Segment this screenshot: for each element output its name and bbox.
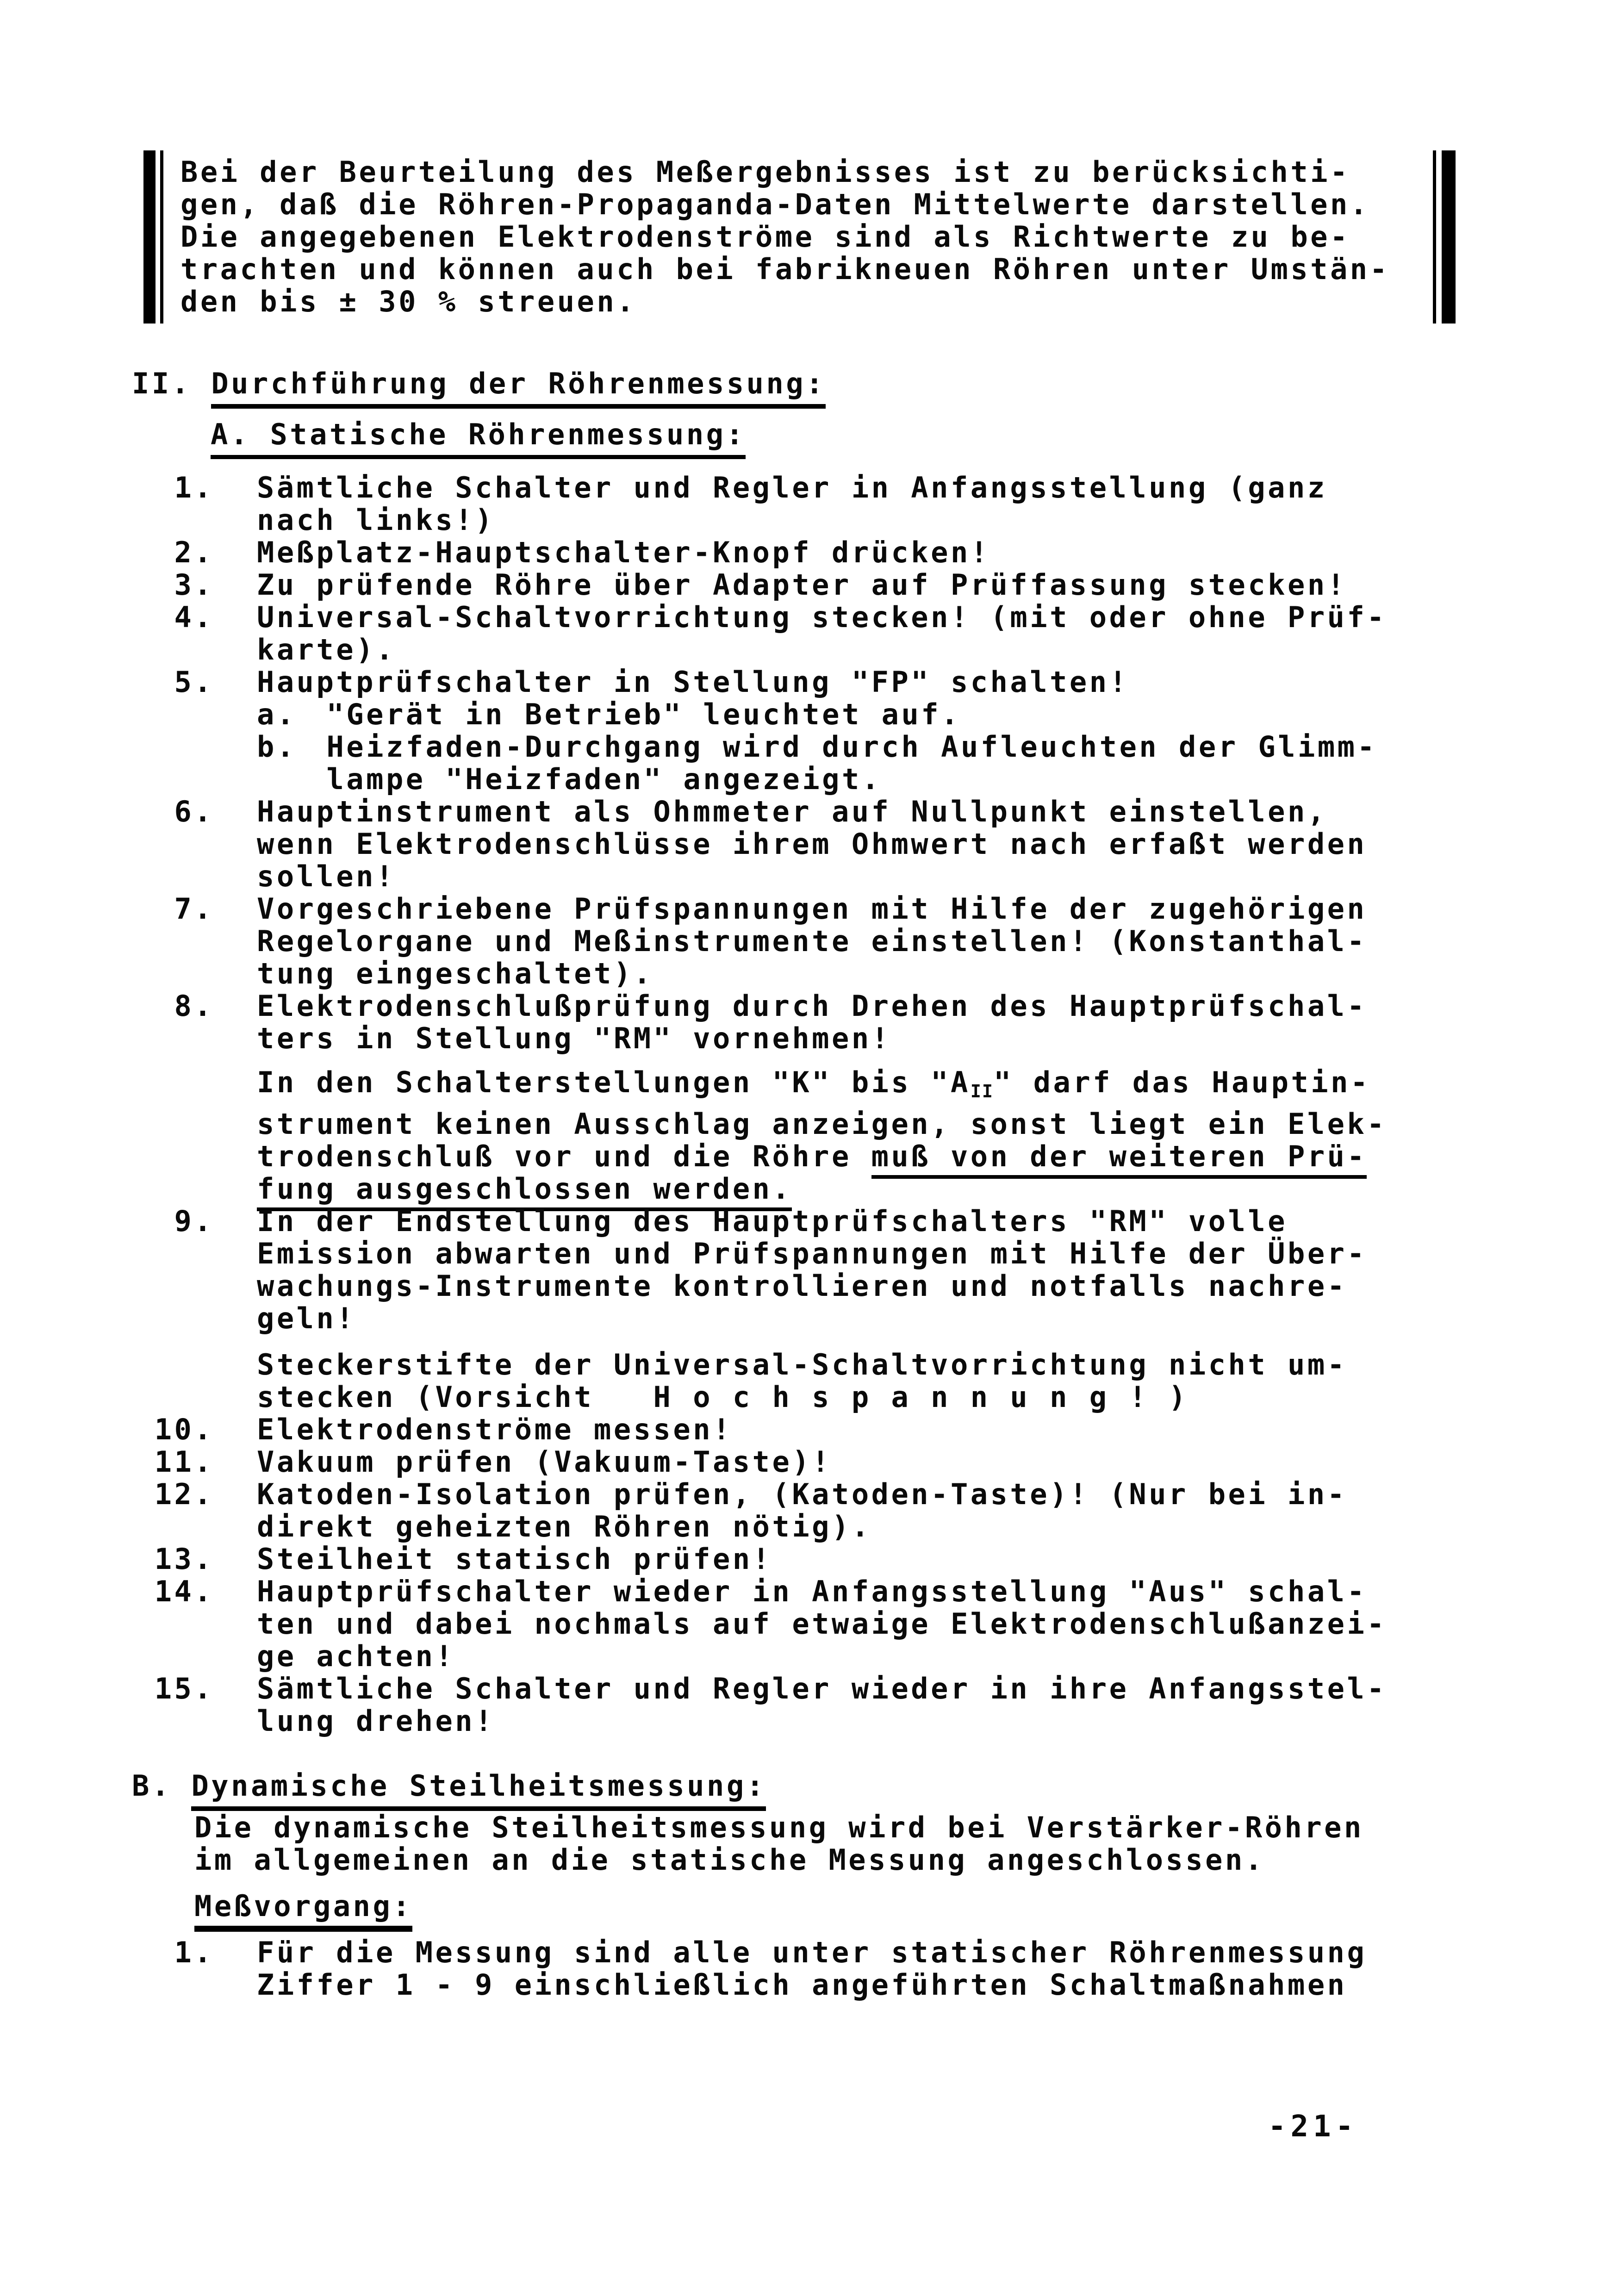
text-line: [257, 1205, 1618, 1238]
text-segment: lampe "Heizfaden" angezeigt.: [326, 762, 882, 796]
text-line: [257, 1543, 1618, 1575]
text-segment: geln!: [257, 1301, 356, 1335]
paragraph: [257, 1066, 1618, 1205]
heading-section-a: [211, 418, 1618, 451]
item-number: 11.: [154, 1444, 234, 1479]
warning-line: Bei der Beurteilung des Meßergebnisses ist zu berücksichti-: [180, 155, 1350, 189]
text-line: [257, 1936, 1618, 1969]
item-number: 13.: [154, 1542, 234, 1576]
emphasized-text: fung ausgeschlossen werden.: [257, 1172, 792, 1211]
text-line: [257, 1478, 1618, 1511]
item-lines: [257, 1413, 1618, 1446]
text-line: [257, 1238, 1618, 1270]
text-segment: trodenschluß vor und die Röhre: [257, 1139, 871, 1173]
text-line: [257, 1066, 1618, 1108]
text-segment: II: [970, 1081, 994, 1102]
heading-ii-text: Durchführung der Röhrenmessung:: [211, 367, 826, 409]
heading-section-ii: [132, 367, 1618, 400]
text-segment: Steilheit statisch prüfen!: [257, 1542, 772, 1576]
text-line: [257, 1108, 1618, 1140]
list-item: [132, 569, 1618, 601]
text-line: [257, 634, 1618, 666]
text-line: [257, 1575, 1618, 1608]
text-line: [257, 1270, 1618, 1302]
text-segment: Steckerstifte der Universal-Schaltvorrichtung nicht um-: [257, 1347, 1347, 1381]
text-segment: Heizfaden-Durchgang wird durch Aufleuchten der Glimm-: [326, 730, 1377, 764]
list-item: [132, 1936, 1618, 2001]
text-segment: ten und dabei nochmals auf etwaige Elektrodenschlußanzei-: [257, 1606, 1387, 1641]
subheading-text: Meßvorgang:: [194, 1889, 412, 1932]
item-lines: [257, 1446, 1618, 1478]
sub-item: [257, 731, 1618, 796]
heading-ii-marker: II.: [132, 367, 212, 400]
list-item: [132, 796, 1618, 893]
text-segment: direkt geheizten Röhren nötig).: [257, 1509, 871, 1543]
text-line: [257, 1705, 1618, 1737]
item-lines: [257, 1478, 1618, 1543]
item-lines: [257, 990, 1618, 1055]
list-item: [132, 1575, 1618, 1673]
item-lines: [257, 601, 1618, 666]
item-lines: [257, 1543, 1618, 1575]
text-line: [257, 504, 1618, 536]
right-rule-thin: [1433, 150, 1436, 324]
item-number: 4.: [174, 600, 234, 634]
item-number: 1.: [174, 1935, 234, 1969]
list-item: [132, 990, 1618, 1055]
list-item: [132, 666, 1618, 698]
text-segment: Die dynamische Steilheitsmessung wird bei Verstärker-Röhren: [194, 1810, 1364, 1844]
list-item: [132, 472, 1618, 536]
warning-line: Die angegebenen Elektrodenströme sind als Richtwerte zu be-: [180, 220, 1350, 254]
text-segment: stecken (Vorsicht H o c h s p a n n u n g ! ): [257, 1380, 1189, 1414]
item-number: 2.: [174, 535, 234, 569]
item-number: 1.: [174, 471, 234, 504]
text-line: [257, 1022, 1618, 1055]
sub-item: [257, 698, 1618, 731]
item-number: 6.: [174, 795, 234, 828]
paragraph: [257, 1349, 1618, 1413]
text-segment: In den Schalterstellungen "K" bis "A: [257, 1065, 971, 1099]
procedure-list-dynamic: [132, 1811, 1618, 2001]
text-line: [257, 601, 1618, 634]
text-segment: im allgemeinen an die statische Messung angeschlossen.: [194, 1842, 1265, 1877]
list-item: [132, 1478, 1618, 1543]
text-segment: Meßplatz-Hauptschalter-Knopf drücken!: [257, 535, 990, 569]
text-segment: ge achten!: [257, 1639, 455, 1673]
text-segment: Elektrodenschlußprüfung durch Drehen des Hauptprüfschal-: [257, 989, 1367, 1023]
text-segment: Für die Messung sind alle unter statischer Röhrenmessung: [257, 1935, 1367, 1969]
item-lines: [257, 666, 1618, 698]
text-segment: wenn Elektrodenschlüsse ihrem Ohmwert nach erfaßt werden: [257, 827, 1367, 861]
text-line: [257, 1969, 1618, 2001]
text-segment: Hauptprüfschalter wieder in Anfangsstellung "Aus" schal-: [257, 1574, 1367, 1608]
text-line: [257, 990, 1618, 1022]
item-number: 14.: [154, 1574, 234, 1608]
text-segment: karte).: [257, 633, 396, 666]
text-line: [257, 1302, 1618, 1335]
text-segment: Ziffer 1 - 9 einschließlich angeführten Schaltmaßnahmen: [257, 1967, 1347, 2002]
text-segment: Sämtliche Schalter und Regler wieder in ihre Anfangsstel-: [257, 1671, 1387, 1705]
text-line: [257, 666, 1618, 698]
item-number: 5.: [174, 665, 234, 699]
text-line: [326, 731, 1618, 763]
text-line: [257, 1349, 1618, 1381]
text-segment: strument keinen Ausschlag anzeigen, sonst liegt ein Elek-: [257, 1107, 1387, 1141]
list-item: [132, 1543, 1618, 1575]
text-line: [257, 536, 1618, 569]
text-line: [257, 796, 1618, 828]
text-segment: Vorgeschriebene Prüfspannungen mit Hilfe der zugehörigen: [257, 892, 1367, 926]
text-line: [257, 893, 1618, 925]
item-number: 7.: [174, 892, 234, 926]
text-line: [326, 763, 1618, 796]
item-number: 12.: [154, 1477, 234, 1511]
item-lines: [257, 569, 1618, 601]
left-rule-thin: [160, 150, 163, 324]
item-lines: [326, 698, 1618, 731]
text-segment: tung eingeschaltet).: [257, 957, 653, 990]
warning-line: den bis ± 30 % streuen.: [180, 285, 637, 318]
page-number: -21-: [1268, 2109, 1358, 2144]
item-number: 3.: [174, 568, 234, 602]
text-segment: Universal-Schaltvorrichtung stecken! (mit oder ohne Prüf-: [257, 600, 1387, 634]
item-number: 15.: [154, 1671, 234, 1705]
heading-section-b: [132, 1770, 1618, 1802]
text-segment: Regelorgane und Meßinstrumente einstellen! (Konstanthal-: [257, 924, 1367, 958]
item-lines: [326, 731, 1618, 796]
item-number: 10.: [154, 1412, 234, 1446]
right-rule-thick: [1442, 150, 1456, 324]
text-segment: Elektrodenströme messen!: [257, 1412, 733, 1446]
text-segment: Zu prüfende Röhre über Adapter auf Prüffassung stecken!: [257, 568, 1347, 602]
text-segment: nach links!): [257, 503, 495, 537]
text-line: [257, 1381, 1618, 1413]
text-segment: In der Endstellung des Hauptprüfschalters "RM" volle: [257, 1204, 1288, 1238]
item-lines: [257, 536, 1618, 569]
item-number: 9.: [174, 1204, 234, 1238]
text-segment: lung drehen!: [257, 1704, 495, 1738]
text-line: [257, 1608, 1618, 1640]
text-line: [257, 1140, 1618, 1173]
item-lines: [257, 1205, 1618, 1335]
item-lines: [257, 893, 1618, 990]
text-line: [326, 698, 1618, 731]
text-line: [257, 958, 1618, 990]
heading-b-marker: B.: [132, 1768, 192, 1803]
item-number: a.: [257, 697, 317, 731]
warning-line: trachten und können auch bei fabrikneuen Röhren unter Umstän-: [180, 252, 1390, 286]
emphasized-text: muß von der weiteren Prü-: [871, 1139, 1367, 1179]
text-line: [257, 1446, 1618, 1478]
item-number: b.: [257, 730, 317, 764]
text-segment: Hauptinstrument als Ohmmeter auf Nullpunkt einstellen,: [257, 795, 1327, 828]
item-lines: [257, 1673, 1618, 1737]
heading-b-text: Dynamische Steilheitsmessung:: [191, 1769, 766, 1811]
list-item: [132, 1446, 1618, 1478]
list-item: [132, 1413, 1618, 1446]
list-item: [132, 893, 1618, 990]
item-lines: [257, 472, 1618, 536]
list-item: [132, 601, 1618, 666]
warning-box: [143, 150, 1456, 324]
text-line: [257, 1413, 1618, 1446]
text-segment: sollen!: [257, 859, 396, 893]
text-line: [257, 1511, 1618, 1543]
text-segment: " darf das Hauptin-: [994, 1065, 1370, 1099]
text-line: [194, 1844, 1618, 1876]
text-segment: Sämtliche Schalter und Regler in Anfangsstellung (ganz: [257, 471, 1327, 504]
text-segment: Katoden-Isolation prüfen, (Katoden-Taste)! (Nur bei in-: [257, 1477, 1347, 1511]
item-lines: [257, 1575, 1618, 1673]
paragraph: [194, 1811, 1618, 1876]
text-segment: wachungs-Instrumente kontrollieren und notfalls nachre-: [257, 1269, 1347, 1303]
text-line: [257, 569, 1618, 601]
list-item: [132, 1673, 1618, 1737]
text-segment: "Gerät in Betrieb" leuchtet auf.: [326, 697, 961, 731]
text-line: [257, 925, 1618, 958]
procedure-list-static: [132, 472, 1618, 1737]
text-line: [257, 828, 1618, 860]
text-line: [194, 1811, 1618, 1844]
item-number: 8.: [174, 989, 234, 1023]
text-line: [257, 472, 1618, 504]
text-segment: Hauptprüfschalter in Stellung "FP" schalten!: [257, 665, 1129, 699]
text-line: [257, 1673, 1618, 1705]
left-rule-thick: [143, 150, 156, 324]
text-line: [257, 1640, 1618, 1673]
text-segment: Emission abwarten und Prüfspannungen mit Hilfe der Über-: [257, 1236, 1367, 1270]
text-segment: Vakuum prüfen (Vakuum-Taste)!: [257, 1444, 832, 1479]
item-lines: [257, 796, 1618, 893]
text-segment: ters in Stellung "RM" vornehmen!: [257, 1021, 891, 1055]
heading-a-text: A. Statische Röhrenmessung:: [211, 417, 746, 459]
item-lines: [257, 1936, 1618, 2001]
text-line: [257, 860, 1618, 893]
list-item: [132, 536, 1618, 569]
warning-line: gen, daß die Röhren-Propaganda-Daten Mittelwerte darstellen.: [180, 187, 1370, 221]
list-item: [132, 1205, 1618, 1335]
subheading-messvorgang: [194, 1890, 1618, 1923]
